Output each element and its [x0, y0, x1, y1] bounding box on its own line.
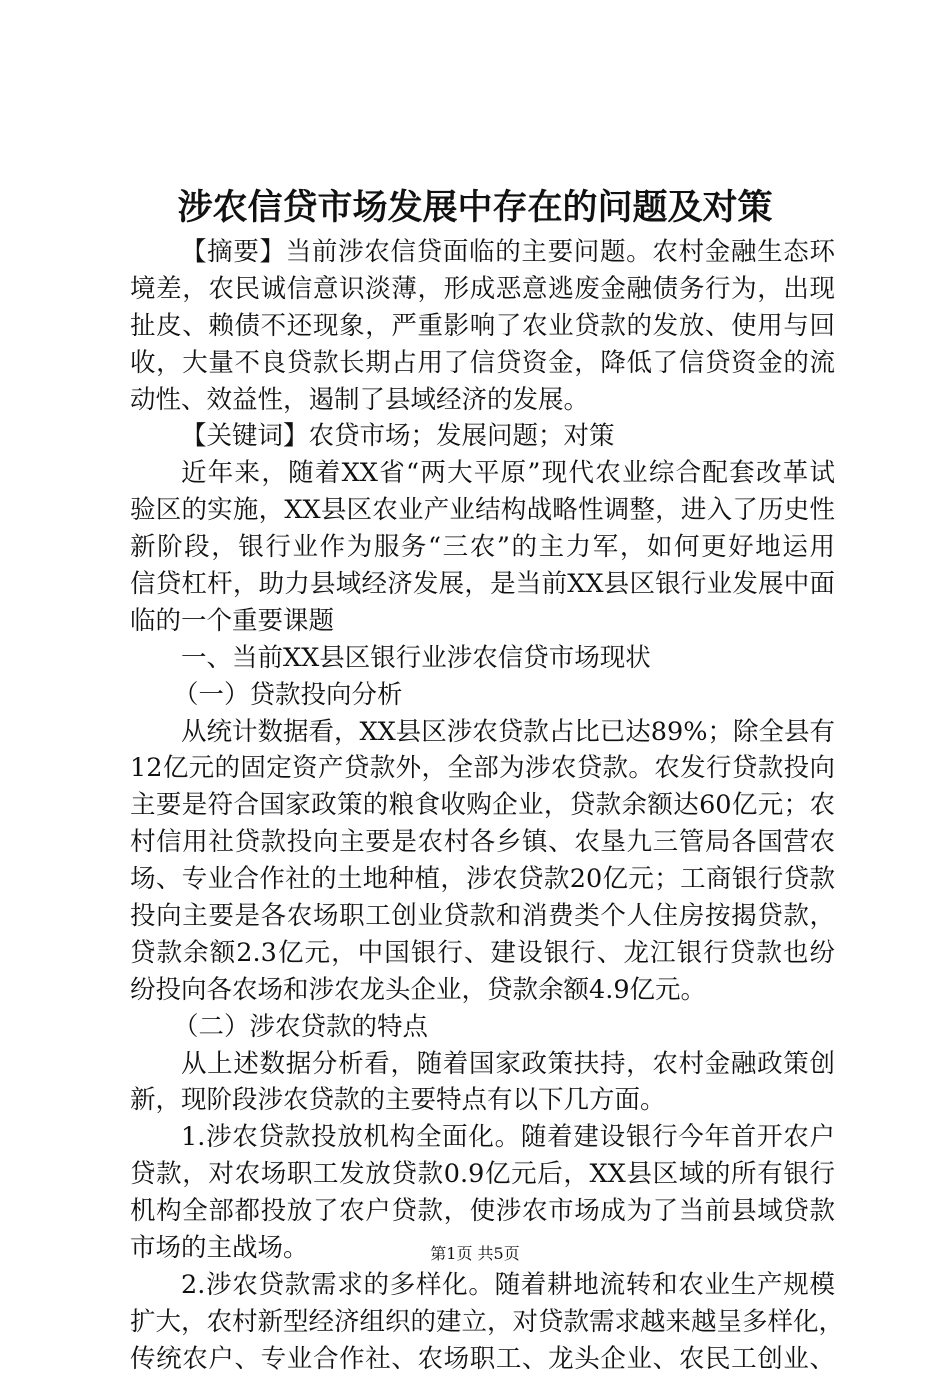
document-body — [130, 234, 845, 1378]
section-heading: 一、当前XX县区银行业涉农信贷市场现状 — [181, 642, 651, 673]
text-line: 传统农户、专业合作社、农场职工、龙头企业、农民工创业、 — [130, 1343, 835, 1374]
text-line: 临的一个重要课题 — [130, 605, 335, 636]
text-line: 主要是符合国家政策的粮食收购企业，贷款余额达60亿元；农 — [130, 790, 835, 821]
text-line: 信贷杠杆，助力县域经济发展，是当前XX县区银行业发展中面 — [130, 569, 835, 600]
text-line: 从统计数据看，XX县区涉农贷款占比已达89%；除全县有 — [181, 716, 835, 747]
text-line: 1.涉农贷款投放机构全面化。随着建设银行今年首开农户 — [181, 1122, 835, 1153]
text-line: 场、专业合作社的土地种植，涉农贷款20亿元；工商银行贷款 — [130, 864, 835, 895]
text-line: 收，大量不良贷款长期占用了信贷资金，降低了信贷资金的流 — [130, 347, 835, 378]
text-line: 贷款余额2.3亿元，中国银行、建设银行、龙江银行贷款也纷 — [130, 937, 835, 968]
text-line: 动性、效益性，遏制了县域经济的发展。 — [130, 384, 590, 415]
page-footer: 第1页 共5页 — [430, 1244, 520, 1263]
text-line: 从上述数据分析看，随着国家政策扶持，农村金融政策创 — [181, 1048, 835, 1079]
text-line: 投向主要是各农场职工创业贷款和消费类个人住房按揭贷款， — [130, 901, 835, 932]
text-line: 贷款，对农场职工发放贷款0.9亿元后，XX县区域的所有银行 — [130, 1159, 835, 1190]
text-line: 2.涉农贷款需求的多样化。随着耕地流转和农业生产规模 — [181, 1269, 835, 1300]
text-line: 境差，农民诚信意识淡薄，形成恶意逃废金融债务行为，出现 — [130, 273, 835, 304]
text-line: 12亿元的固定资产贷款外，全部为涉农贷款。农发行贷款投向 — [130, 753, 835, 784]
text-line: 机构全部都投放了农户贷款，使涉农市场成为了当前县域贷款 — [130, 1196, 835, 1227]
text-line: 村信用社贷款投向主要是农村各乡镇、农垦九三管局各国营农 — [130, 827, 835, 858]
text-line: 扩大，农村新型经济组织的建立，对贷款需求越来越呈多样化， — [130, 1306, 845, 1337]
text-line: 新阶段，银行业作为服务“三农”的主力军，如何更好地运用 — [130, 532, 835, 563]
subsection-heading: （二）涉农贷款的特点 — [173, 1011, 429, 1042]
text-line: 验区的实施，XX县区农业产业结构战略性调整，进入了历史性 — [130, 495, 835, 526]
text-line: 【摘要】当前涉农信贷面临的主要问题。农村金融生态环 — [181, 237, 835, 267]
text-line: 扯皮、赖债不还现象，严重影响了农业贷款的发放、使用与回 — [130, 310, 835, 341]
text-line: 新，现阶段涉农贷款的主要特点有以下几方面。 — [130, 1085, 666, 1116]
text-line: 【关键词】农贷市场；发展问题；对策 — [181, 421, 615, 452]
text-line: 市场的主战场。 — [130, 1233, 309, 1264]
text-line: 近年来，随着XX省“两大平原”现代农业综合配套改革试 — [181, 458, 835, 489]
subsection-heading: （一）贷款投向分析 — [173, 679, 403, 710]
text-line: 纷投向各农场和涉农龙头企业，贷款余额4.9亿元。 — [130, 974, 707, 1005]
document-title: 涉农信贷市场发展中存在的问题及对策 — [177, 187, 773, 228]
